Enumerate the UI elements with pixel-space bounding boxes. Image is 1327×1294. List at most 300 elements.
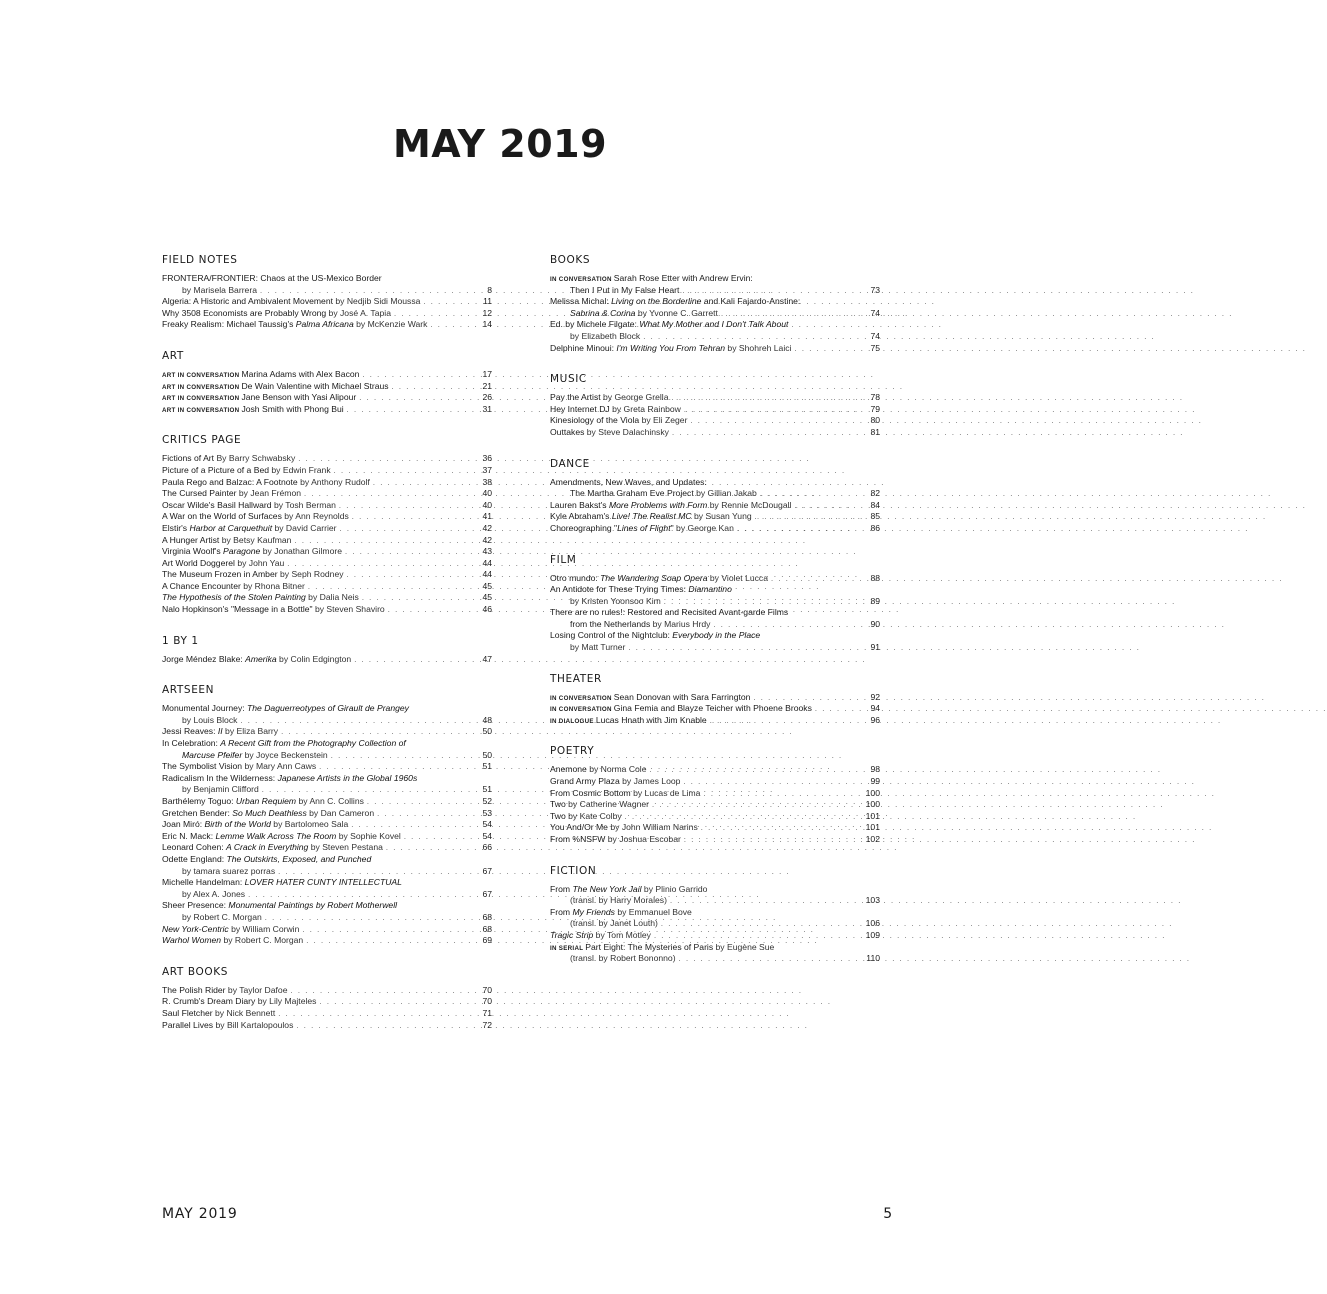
leader-dots	[359, 369, 480, 381]
byline: by Susan Yung	[691, 511, 752, 522]
byline: by Rhona Bitner	[243, 580, 305, 591]
byline: by Joyce Beckenstein	[242, 749, 328, 760]
page-number: 102	[865, 834, 880, 844]
section-field-notes	[162, 252, 492, 331]
page-number: 26	[482, 392, 492, 403]
toc-entry-line	[162, 296, 492, 308]
toc-entry-text	[550, 427, 669, 439]
toc-entry[interactable]	[550, 692, 880, 704]
leader-dots	[336, 500, 481, 512]
toc-entry-text	[570, 331, 640, 343]
toc-entry-line	[550, 488, 880, 500]
toc-entry[interactable]	[550, 811, 880, 823]
byline: by Eliza Barry	[222, 726, 279, 737]
byline: by Bartolomeo Sala	[270, 819, 349, 830]
work-title: Sabrina & Corina	[570, 307, 636, 318]
work-title: Diamantino	[688, 584, 732, 595]
toc-entry[interactable]	[550, 343, 880, 355]
work-title: The Wandering Soap Opera	[600, 572, 708, 583]
page-number: 90	[870, 618, 880, 629]
leader-dots	[651, 930, 864, 942]
toc-entry-text	[162, 465, 331, 477]
page-number: 12	[482, 307, 492, 318]
page-number: 84	[870, 499, 880, 510]
toc-entry[interactable]	[162, 996, 492, 1008]
entry-title: A War on the World of Surfaces	[162, 511, 285, 522]
toc-entry-text	[182, 715, 237, 727]
toc-entry[interactable]	[550, 427, 880, 439]
page-number: 52	[482, 796, 492, 806]
page-number: 43	[482, 546, 492, 557]
byline: by Sophie Kovel	[336, 830, 401, 841]
entry-title: Otro mundo:	[550, 572, 601, 583]
leader-dots	[647, 764, 869, 776]
page-title: MAY 2019	[392, 122, 608, 166]
byline: by Kristen Yoonsoo Kim	[570, 595, 661, 606]
page-number: 50	[482, 749, 492, 760]
toc-entry[interactable]	[162, 831, 492, 843]
toc-entry-line	[162, 604, 492, 616]
toc-entry-text	[570, 642, 625, 654]
toc-entry-text	[182, 866, 275, 878]
entry-title: Amendments, New Waves, and Updates:	[550, 476, 707, 487]
toc-entry[interactable]	[162, 654, 492, 666]
page-number: 69	[482, 935, 492, 946]
toc-entry[interactable]	[550, 404, 880, 416]
byline: by Eli Zeger	[641, 415, 688, 426]
page-number: 79	[870, 403, 880, 414]
entry-title: Oscar Wilde's Basil Hallward	[162, 499, 274, 510]
byline: by Louis Block	[182, 714, 238, 725]
leader-dots	[245, 889, 480, 901]
leader-dots	[640, 331, 868, 343]
byline: by Alex A. Jones	[182, 888, 246, 899]
toc-entry-text	[162, 558, 284, 570]
toc-entry[interactable]	[550, 703, 880, 715]
leader-dots	[351, 654, 480, 666]
leader-dots	[342, 546, 480, 558]
entry-label: IN SERIAL	[550, 944, 584, 952]
toc-entry-text	[162, 453, 295, 465]
toc-entry-line	[550, 584, 880, 596]
toc-entry-line	[162, 842, 492, 854]
toc-entry-line	[162, 592, 492, 604]
byline: by Benjamin Clifford	[182, 784, 259, 795]
toc-entry[interactable]	[162, 1008, 492, 1020]
toc-entry-line	[550, 895, 880, 907]
toc-entry[interactable]	[550, 942, 880, 965]
toc-entry-text	[570, 308, 718, 320]
work-title: Birth of the World	[204, 819, 271, 830]
toc-left-column	[162, 252, 492, 1048]
byline: by Matt Turner	[570, 642, 626, 653]
page-number: 106	[865, 918, 880, 929]
section-art	[162, 348, 492, 415]
byline: by Dan Cameron	[306, 807, 375, 818]
entry-title: Parallel Lives	[162, 1019, 216, 1030]
entry-title: Odette England:	[162, 853, 227, 864]
entry-title: Jessi Reaves:	[162, 726, 218, 737]
leader-dots	[383, 842, 481, 854]
page-number: 45	[482, 580, 492, 591]
work-title: Harbor at Carquethuit	[189, 522, 273, 533]
byline: by George Grella	[603, 392, 669, 403]
toc-entry-line	[162, 319, 492, 331]
toc-entry[interactable]	[162, 296, 492, 308]
section-dance	[550, 456, 880, 535]
toc-entry-text	[550, 788, 700, 800]
byline: by George Kan	[676, 522, 734, 533]
leader-dots	[356, 392, 480, 404]
toc-entry[interactable]	[550, 573, 880, 585]
page-number: 86	[870, 522, 880, 533]
toc-entry[interactable]	[162, 808, 492, 820]
entry-title: Sean Donovan with Sara Farrington	[613, 691, 751, 702]
toc-entry-text	[570, 596, 661, 608]
toc-entry-line	[162, 511, 492, 523]
toc-entry-line	[162, 935, 492, 947]
byline: by Steven Shaviro	[314, 604, 385, 615]
leader-dots	[301, 488, 480, 500]
work-title: A Recent Gift from the Photography Collection of	[220, 738, 406, 749]
toc-entry[interactable]	[550, 607, 880, 630]
leader-dots	[427, 319, 480, 331]
leader-dots	[275, 1008, 480, 1020]
toc-entry[interactable]	[162, 369, 492, 381]
work-title: Paragone	[223, 546, 261, 557]
page-number: 74	[870, 307, 880, 318]
leader-dots	[680, 776, 868, 788]
toc-entry[interactable]	[550, 477, 880, 500]
toc-entry[interactable]	[162, 738, 492, 761]
toc-entry[interactable]	[162, 703, 492, 726]
entry-title: Algeria: A Historic and Ambivalent Movement	[162, 296, 336, 307]
toc-entry[interactable]	[162, 900, 492, 923]
toc-entry[interactable]	[162, 854, 492, 877]
page-number: 51	[482, 784, 492, 795]
byline: by Seph Rodney	[279, 569, 344, 580]
work-title: Marcuse Pfeifer	[182, 749, 243, 760]
toc-entry[interactable]	[550, 884, 880, 907]
toc-entry-text	[162, 546, 342, 558]
toc-entry[interactable]	[162, 546, 492, 558]
toc-entry[interactable]	[162, 819, 492, 831]
entry-title: The Symbolist Vision	[162, 761, 245, 772]
toc-entry-line	[162, 715, 492, 727]
toc-entry[interactable]	[162, 273, 492, 296]
toc-entry-line	[162, 784, 492, 796]
toc-entry[interactable]	[162, 604, 492, 616]
entry-title: Freaky Realism: Michael Taussig's	[162, 319, 296, 330]
page-number: 70	[482, 996, 492, 1007]
entry-label: IN DIALOGUE	[550, 717, 594, 725]
toc-entry[interactable]	[550, 788, 880, 800]
toc-entry[interactable]	[162, 796, 492, 808]
toc-entry-line	[162, 889, 492, 901]
toc-entry[interactable]	[162, 308, 492, 320]
toc-entry-line	[550, 630, 880, 642]
toc-entry-text	[162, 569, 344, 581]
toc-entry-line	[162, 773, 492, 785]
byline: by tamara suarez porras	[182, 865, 276, 876]
toc-entry[interactable]	[550, 511, 880, 523]
toc-entry-text	[162, 308, 391, 320]
toc-entry[interactable]	[162, 404, 492, 416]
toc-entry-text	[162, 477, 370, 489]
section-title: POETRY	[550, 745, 595, 758]
toc-entry[interactable]	[550, 415, 880, 427]
toc-entry[interactable]	[550, 930, 880, 942]
byline: by Ann C. Collins	[296, 796, 364, 806]
toc-entry[interactable]	[162, 488, 492, 500]
toc-entry[interactable]	[550, 715, 880, 727]
leader-dots	[752, 511, 869, 523]
byline: by Colin Edgington	[276, 653, 352, 664]
toc-entry-line	[550, 884, 880, 896]
leader-dots	[750, 692, 868, 704]
toc-entry-text	[162, 985, 287, 997]
entry-title: Grand Army Plaza	[550, 776, 623, 787]
toc-entry-line	[162, 558, 492, 570]
toc-entry[interactable]	[162, 477, 492, 489]
toc-entry[interactable]	[550, 584, 880, 607]
toc-entry[interactable]	[162, 842, 492, 854]
toc-entry[interactable]	[550, 319, 880, 342]
section-film	[550, 552, 880, 654]
leader-dots	[364, 796, 481, 808]
toc-entry-text	[182, 889, 245, 901]
page-number: 50	[482, 726, 492, 737]
work-title: My Friends	[572, 906, 615, 917]
entry-title: From %NSFW	[550, 834, 608, 844]
toc-entry[interactable]	[162, 924, 492, 936]
entry-title: Jorge Méndez Blake:	[162, 653, 246, 664]
toc-entry-line	[162, 1008, 492, 1020]
page-number: 40	[482, 488, 492, 499]
page-number: 38	[482, 476, 492, 487]
leader-dots	[658, 918, 864, 930]
section-title: CRITICS PAGE	[162, 434, 242, 447]
page-number: 21	[482, 380, 492, 391]
page-number: 40	[482, 499, 492, 510]
page-number: 53	[482, 807, 492, 818]
toc-entry[interactable]	[162, 761, 492, 773]
page-number: 91	[870, 642, 880, 653]
work-title: Warhol Women	[162, 935, 222, 946]
toc-entry[interactable]	[162, 381, 492, 393]
toc-entry-line	[162, 854, 492, 866]
toc-entry[interactable]	[550, 907, 880, 930]
toc-entry[interactable]	[162, 592, 492, 604]
toc-entry[interactable]	[550, 273, 880, 296]
toc-entry-text	[162, 924, 299, 936]
entry-title: from the Netherlands	[570, 618, 653, 629]
toc-entry-text	[162, 273, 382, 285]
page-number: 48	[482, 714, 492, 725]
page-number: 70	[482, 984, 492, 995]
toc-entry[interactable]	[550, 776, 880, 788]
toc-entry[interactable]	[162, 726, 492, 738]
page-number: 100	[865, 787, 880, 798]
toc-entry-line	[162, 796, 492, 808]
toc-entry[interactable]	[550, 834, 880, 846]
toc-entry-text	[550, 607, 788, 619]
toc-entry[interactable]	[162, 535, 492, 547]
work-title: What My Mother and I Don't Talk About	[639, 319, 789, 330]
toc-entry-line	[550, 715, 880, 727]
work-title: I'm Writing You From Tehran	[616, 342, 726, 353]
entry-title: Pay the Artist	[550, 392, 604, 403]
toc-entry[interactable]	[162, 935, 492, 947]
section-art-books	[162, 964, 492, 1031]
toc-entry-text	[162, 761, 316, 773]
toc-entry[interactable]	[162, 500, 492, 512]
leader-dots	[291, 535, 480, 547]
byline: by Catherine Wagner	[568, 799, 650, 810]
toc-entry[interactable]	[162, 392, 492, 404]
toc-entry[interactable]	[550, 630, 880, 653]
leader-dots	[734, 523, 869, 535]
leader-dots	[668, 392, 868, 404]
section-title: BOOKS	[550, 254, 591, 266]
page-number: 54	[482, 819, 492, 830]
leader-dots	[262, 912, 481, 924]
toc-entry[interactable]	[162, 453, 492, 465]
toc-entry-line	[550, 415, 880, 427]
toc-entry-line	[162, 308, 492, 320]
leader-dots	[391, 308, 480, 320]
page-number: 14	[482, 319, 492, 330]
entry-title: Paula Rego and Balzac: A Footnote	[162, 476, 301, 487]
section-artseen	[162, 682, 492, 946]
section-theater	[550, 671, 880, 727]
work-title: Urban Requiem	[235, 796, 297, 806]
toc-entry[interactable]	[162, 319, 492, 331]
byline: by Norma Cole	[589, 764, 647, 775]
work-title: The Outskirts, Exposed, and Punched	[226, 853, 372, 864]
toc-entry[interactable]	[162, 877, 492, 900]
toc-entry[interactable]	[162, 1020, 492, 1032]
page-number: 100	[865, 799, 880, 810]
byline: by James Loop	[622, 776, 681, 787]
page-number: 82	[870, 488, 880, 499]
toc-entry[interactable]	[550, 822, 880, 834]
byline: by Kate Colby	[568, 810, 622, 821]
entry-title: R. Crumb's Dream Diary	[162, 996, 258, 1007]
toc-entry-text	[570, 953, 676, 965]
byline: by Ann Reynolds	[284, 511, 349, 522]
toc-entry-line	[162, 369, 492, 381]
toc-entry-line	[162, 488, 492, 500]
toc-entry-text	[550, 715, 707, 728]
leader-dots	[275, 866, 480, 878]
toc-entry[interactable]	[162, 985, 492, 997]
toc-entry-text	[162, 535, 291, 547]
page-number: 51	[482, 761, 492, 772]
toc-entry[interactable]	[162, 581, 492, 593]
toc-entry-line	[550, 427, 880, 439]
leader-dots	[278, 726, 480, 738]
toc-entry-text	[182, 912, 262, 924]
page-number: 11	[483, 296, 492, 307]
toc-entry-text	[550, 404, 681, 416]
toc-entry-text	[550, 811, 622, 823]
entry-title: The Polish Rider	[162, 984, 228, 995]
toc-entry-line	[162, 726, 492, 738]
toc-entry-line	[162, 453, 492, 465]
toc-entry-line	[550, 319, 880, 331]
entry-title: Josh Smith with Phong Bui	[241, 403, 344, 414]
section-poetry	[550, 743, 880, 845]
toc-entry[interactable]	[550, 799, 880, 811]
toc-entry-text	[162, 831, 401, 843]
toc-entry-line	[162, 1020, 492, 1032]
toc-entry[interactable]	[550, 500, 880, 512]
byline: (transl. by Janet Louth)	[570, 918, 658, 929]
toc-entry-line	[550, 930, 880, 942]
page-number: 71	[482, 1007, 492, 1018]
byline: by Betsy Kaufman	[221, 534, 292, 545]
entry-label: ART IN CONVERSATION	[162, 383, 240, 391]
byline: by Anthony Rudolf	[300, 476, 370, 487]
page-number: 68	[482, 923, 492, 934]
byline: by Elizabeth Block	[570, 330, 641, 341]
toc-entry[interactable]	[550, 392, 880, 404]
toc-entry-line	[162, 381, 492, 393]
toc-entry-text	[550, 764, 647, 776]
toc-entry-text	[162, 935, 303, 947]
toc-entry[interactable]	[162, 523, 492, 535]
toc-entry-text	[570, 895, 667, 907]
entry-title: Eric N. Mack:	[162, 830, 216, 841]
toc-entry[interactable]	[550, 296, 880, 319]
toc-entry[interactable]	[162, 773, 492, 796]
byline: by José A. Tapia	[328, 307, 391, 318]
leader-dots	[676, 953, 865, 965]
byline: by John William Narins	[610, 822, 698, 833]
toc-entry-line	[162, 900, 492, 912]
leader-dots	[303, 935, 480, 947]
leader-dots	[316, 761, 480, 773]
toc-entry[interactable]	[550, 764, 880, 776]
leader-dots	[661, 596, 869, 608]
toc-entry-text	[550, 343, 791, 355]
leader-dots	[344, 569, 481, 581]
entry-title: The Museum Frozen in Amber	[162, 569, 280, 580]
toc-entry[interactable]	[162, 465, 492, 477]
entry-title: Art World Doggerel	[162, 557, 238, 568]
toc-entry[interactable]	[162, 569, 492, 581]
toc-entry-text	[162, 654, 351, 666]
toc-right-column	[550, 252, 880, 982]
toc-entry[interactable]	[550, 523, 880, 535]
toc-entry-text	[162, 488, 301, 500]
toc-entry-line	[550, 776, 880, 788]
leader-dots	[305, 581, 481, 593]
page-number: 74	[870, 330, 880, 341]
entry-title: A Chance Encounter	[162, 580, 244, 591]
entry-title: Kinesiology of the Viola	[550, 415, 642, 426]
leader-dots	[812, 703, 869, 715]
toc-entry[interactable]	[162, 511, 492, 523]
section-fiction	[550, 863, 880, 965]
toc-entry[interactable]	[162, 558, 492, 570]
footer-page-number: 5	[883, 1206, 893, 1222]
leader-dots	[295, 453, 480, 465]
leader-dots	[718, 308, 869, 320]
toc-entry-line	[162, 546, 492, 558]
toc-entry-line	[550, 523, 880, 535]
